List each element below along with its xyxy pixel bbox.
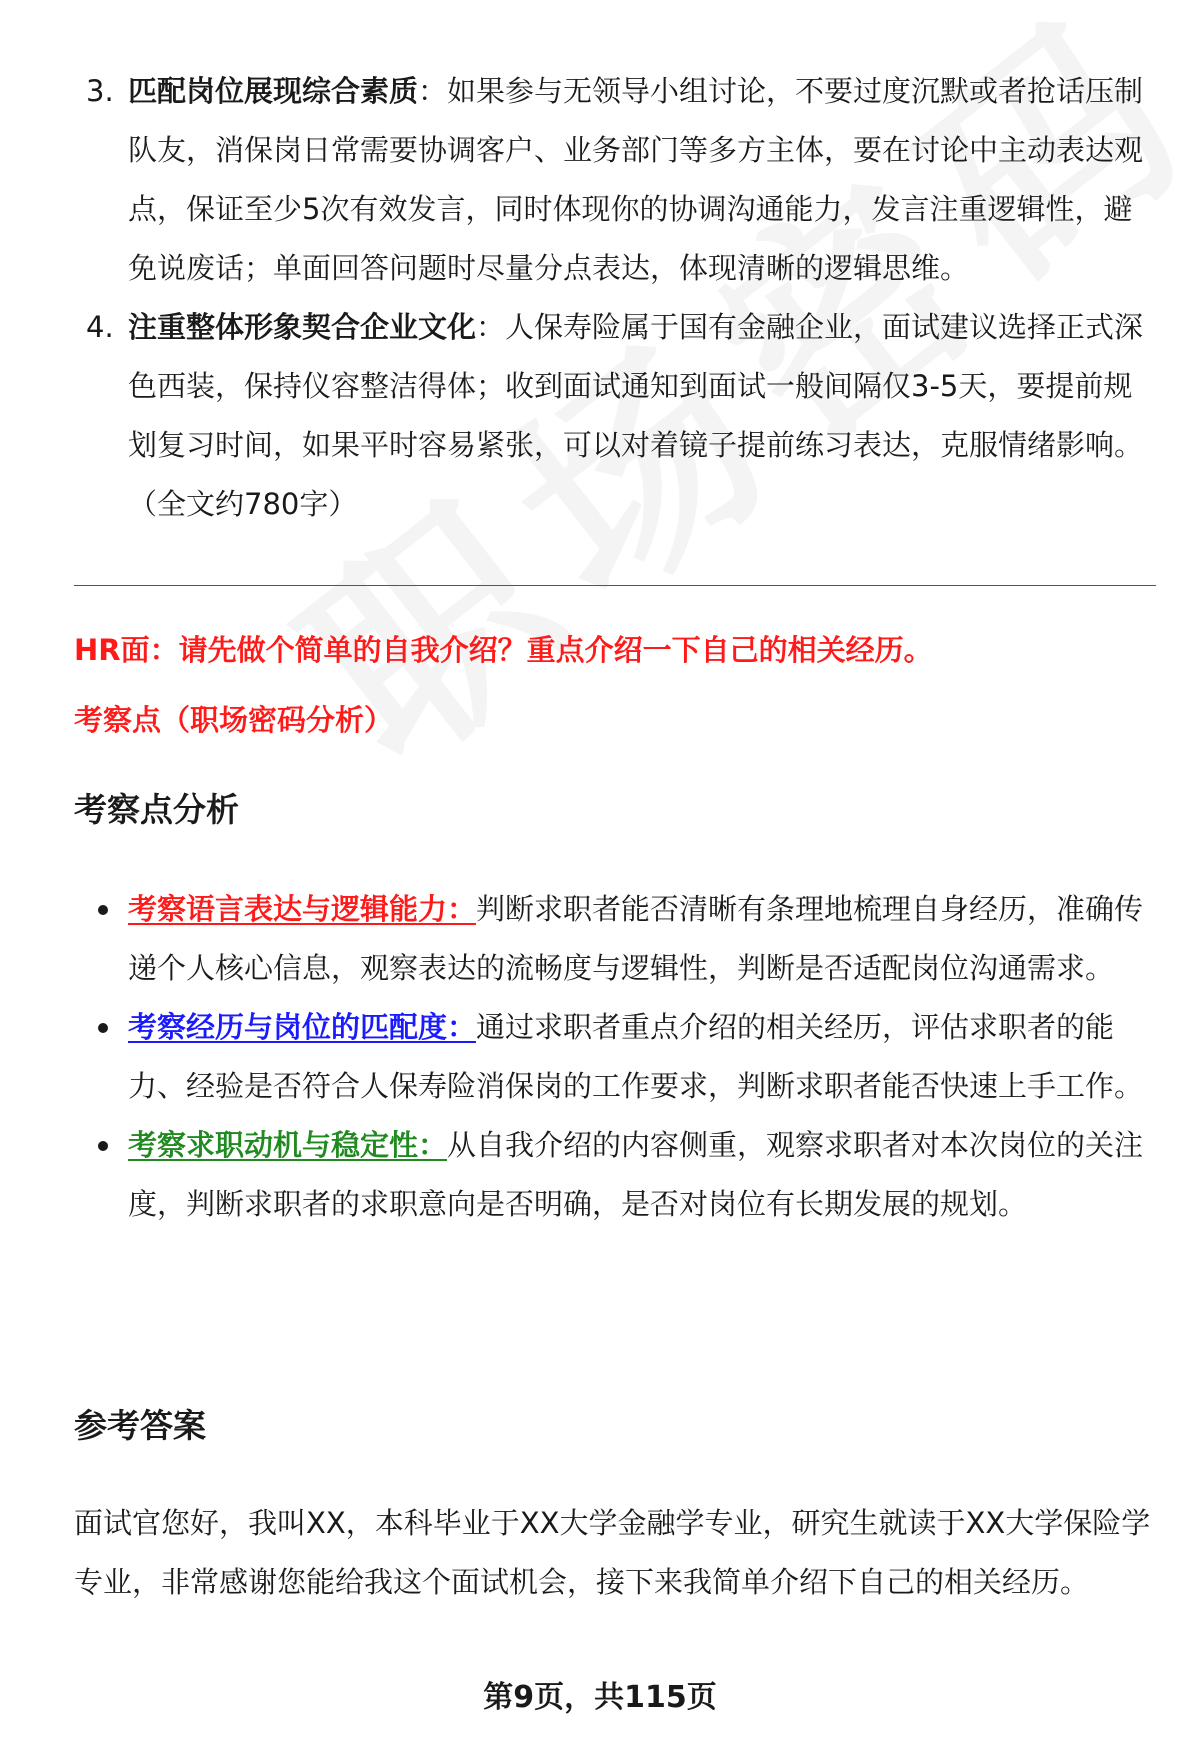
bullet-dot [98, 905, 108, 915]
subheading: 考察点（职场密码分析） [74, 703, 394, 737]
list-item-text: 人保寿险属于国有金融企业，面试建议选择正式深色西装，保持仪容整洁得体；收到面试通知到面试一般间隔仅3-5天，要提前规划复习时间，如果平时容易紧张，可以对着镜子提前练习表达，克服情绪影响。（全文约780字） [128, 310, 1144, 521]
bullet-tag: 考察经历与岗位的匹配度： [128, 1010, 477, 1044]
bullet-text: 通过求职者重点介绍的相关经历，评估求职者的能力、经验是否符合人保寿险消保岗的工作要求，判断求职者能否快速上手工作。 [128, 1010, 1144, 1103]
bullet-dot [98, 1023, 108, 1033]
bullet-item [74, 1116, 1156, 1234]
list-number: 4. [86, 310, 114, 344]
bullet-text: 判断求职者能否清晰有条理地梳理自身经历，准确传递个人核心信息，观察表达的流畅度与逻辑性，判断是否适配岗位沟通需求。 [128, 892, 1144, 985]
bullet-item [74, 998, 1156, 1116]
list-item [74, 62, 1154, 298]
bullet-dot [98, 1141, 108, 1151]
section-heading-answer: 参考答案 [74, 1406, 206, 1445]
bullet-item [74, 880, 1156, 998]
list-item-title: 注重整体形象契合企业文化 [128, 310, 477, 344]
bullet-list [74, 880, 1156, 1234]
list-number: 3. [86, 74, 114, 108]
bullet-text: 从自我介绍的内容侧重，观察求职者对本次岗位的关注度，判断求职者的求职意向是否明确，是否对岗位有长期发展的规划。 [128, 1128, 1144, 1221]
numbered-list [74, 62, 1154, 534]
list-item-text: 如果参与无领导小组讨论，不要过度沉默或者抢话压制队友，消保岗日常需要协调客户、业务部门等多方主体，要在讨论中主动表达观点，保证至少5次有效发言，同时体现你的协调沟通能力，发言注重逻辑性，避免说废话；单面回答问题时尽量分点表达，体现清晰的逻辑思维。 [128, 74, 1144, 285]
interview-question: HR面：请先做个简单的自我介绍？重点介绍一下自己的相关经历。 [74, 633, 933, 667]
divider [74, 585, 1156, 586]
page-footer: 第9页，共115页 [483, 1680, 717, 1715]
separator: ： [418, 74, 448, 108]
list-item [74, 298, 1154, 534]
section-heading-analysis: 考察点分析 [74, 790, 239, 829]
bullet-tag: 考察语言表达与逻辑能力： [128, 892, 477, 926]
list-item-title: 匹配岗位展现综合素质 [128, 74, 419, 108]
separator: ： [476, 310, 506, 344]
bullet-tag: 考察求职动机与稳定性： [128, 1128, 448, 1162]
answer-paragraph: 面试官您好，我叫XX，本科毕业于XX大学金融学专业，研究生就读于XX大学保险学专业，非常感谢您能给我这个面试机会，接下来我简单介绍下自己的相关经历。 [74, 1506, 1151, 1599]
